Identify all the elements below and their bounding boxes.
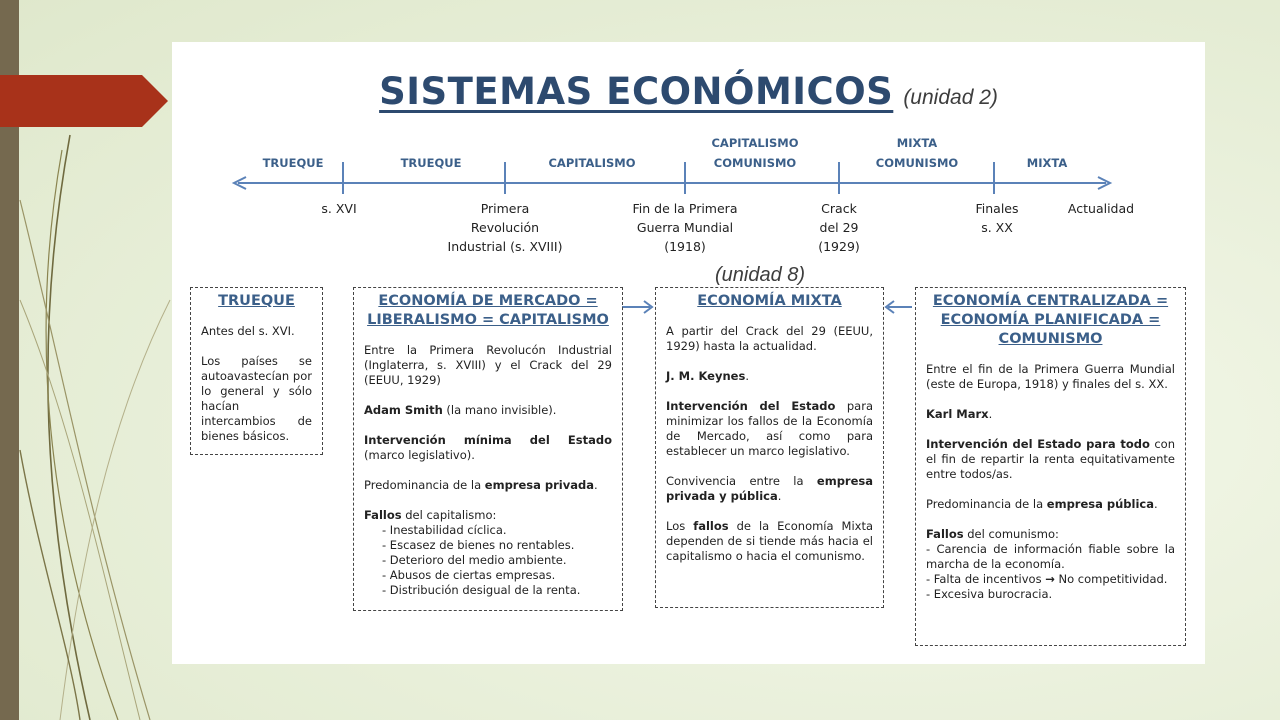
list-item: - Carencia de información fiable sobre la marcha de la economía.: [926, 542, 1175, 571]
timeline-period-label: MIXTA COMUNISMO: [875, 136, 959, 170]
timeline-date-label: Finales s. XX: [975, 201, 1019, 235]
timeline-date-label: Actualidad: [1067, 201, 1135, 216]
timeline-period-label: TRUEQUE: [262, 156, 324, 170]
timeline-date-label: Crack del 29 (1929): [818, 201, 860, 254]
diagram-title: SISTEMAS ECONÓMICOS: [379, 70, 894, 113]
box-mixta: [655, 287, 884, 608]
timeline-period-label: CAPITALISMO: [548, 156, 636, 170]
box-text: Predominancia de la empresa privada.: [364, 478, 598, 492]
box-mixta-title: ECONOMÍA MIXTA: [697, 293, 842, 309]
box-text: Intervención del Estado para minimizar los fallos de la Economía de Mercado, así como para establecer un marco legislativo.: [666, 399, 873, 458]
timeline-date-label: Fin de la Primera Guerra Mundial (1918): [632, 201, 738, 254]
box-text: Fallos del comunismo:: [926, 527, 1059, 541]
timeline-period-label: TRUEQUE: [400, 156, 462, 170]
box-text: Los fallos de la Economía Mixta dependen de si tiende más hacia el capitalismo o hacia el comunismo.: [666, 519, 873, 563]
box-text: Convivencia entre la empresa privada y pública.: [666, 474, 873, 503]
box-text: Antes del s. XVI.: [201, 324, 295, 338]
box-text: Entre la Primera Revolucón Industrial (Inglaterra, s. XVIII) y el Crack del 29 (EEUU, 1929): [364, 343, 612, 387]
title-marker-tab: [0, 75, 168, 127]
box-text: Intervención mínima del Estado (marco legislativo).: [364, 433, 612, 462]
box-text: Los países se autoavastecían por lo general y sólo hacían intercambios de bienes básicos.: [201, 354, 312, 443]
list-item: - Abusos de ciertas empresas.: [382, 568, 556, 582]
list-item: - Escasez de bienes no rentables.: [382, 538, 575, 552]
list-item: - Excesiva burocracia.: [926, 587, 1053, 601]
timeline-date-label: s. XVI: [321, 201, 357, 216]
title-unit-label: (unidad 2): [903, 86, 998, 109]
unit8-label: (unidad 8): [715, 264, 806, 286]
box-mercado-title: ECONOMÍA DE MERCADO = LIBERALISMO = CAPITALISMO: [367, 293, 609, 328]
list-item: - Falta de incentivos → No competitividad.: [926, 572, 1168, 586]
diagram-panel: [172, 42, 1205, 664]
box-text: Fallos del capitalismo:: [364, 508, 497, 522]
box-trueque: [190, 287, 323, 455]
box-text: A partir del Crack del 29 (EEUU, 1929) hasta la actualidad.: [666, 324, 873, 353]
timeline-date-label: Primera Revolución Industrial (s. XVIII): [447, 201, 563, 254]
timeline-period-label: CAPITALISMO COMUNISMO: [711, 136, 799, 170]
list-item: - Inestabilidad cíclica.: [382, 523, 507, 537]
list-item: - Deterioro del medio ambiente.: [382, 553, 567, 567]
box-text: J. M. Keynes.: [666, 369, 749, 383]
box-mercado: [353, 287, 623, 611]
box-trueque-title: TRUEQUE: [218, 293, 295, 309]
box-text: Predominancia de la empresa pública.: [926, 497, 1158, 511]
box-text: Intervención del Estado para todo con el fin de repartir la renta equitativamente entre todos/as.: [926, 437, 1176, 481]
box-text: Karl Marx.: [926, 407, 993, 421]
fallos-list: [364, 523, 612, 598]
timeline-period-label: MIXTA: [1026, 156, 1068, 170]
box-centralizada-title: ECONOMÍA CENTRALIZADA = ECONOMÍA PLANIFICADA = COMUNISMO: [932, 293, 1169, 347]
arrow-right-icon: →: [1045, 572, 1055, 586]
list-item: - Distribución desigual de la renta.: [382, 583, 581, 597]
box-centralizada: [915, 287, 1186, 646]
fallos-list: [926, 542, 1175, 602]
box-text: Adam Smith (la mano invisible).: [364, 403, 557, 417]
box-text: Entre el fin de la Primera Guerra Mundial (este de Europa, 1918) y finales del s. XX.: [926, 362, 1175, 391]
